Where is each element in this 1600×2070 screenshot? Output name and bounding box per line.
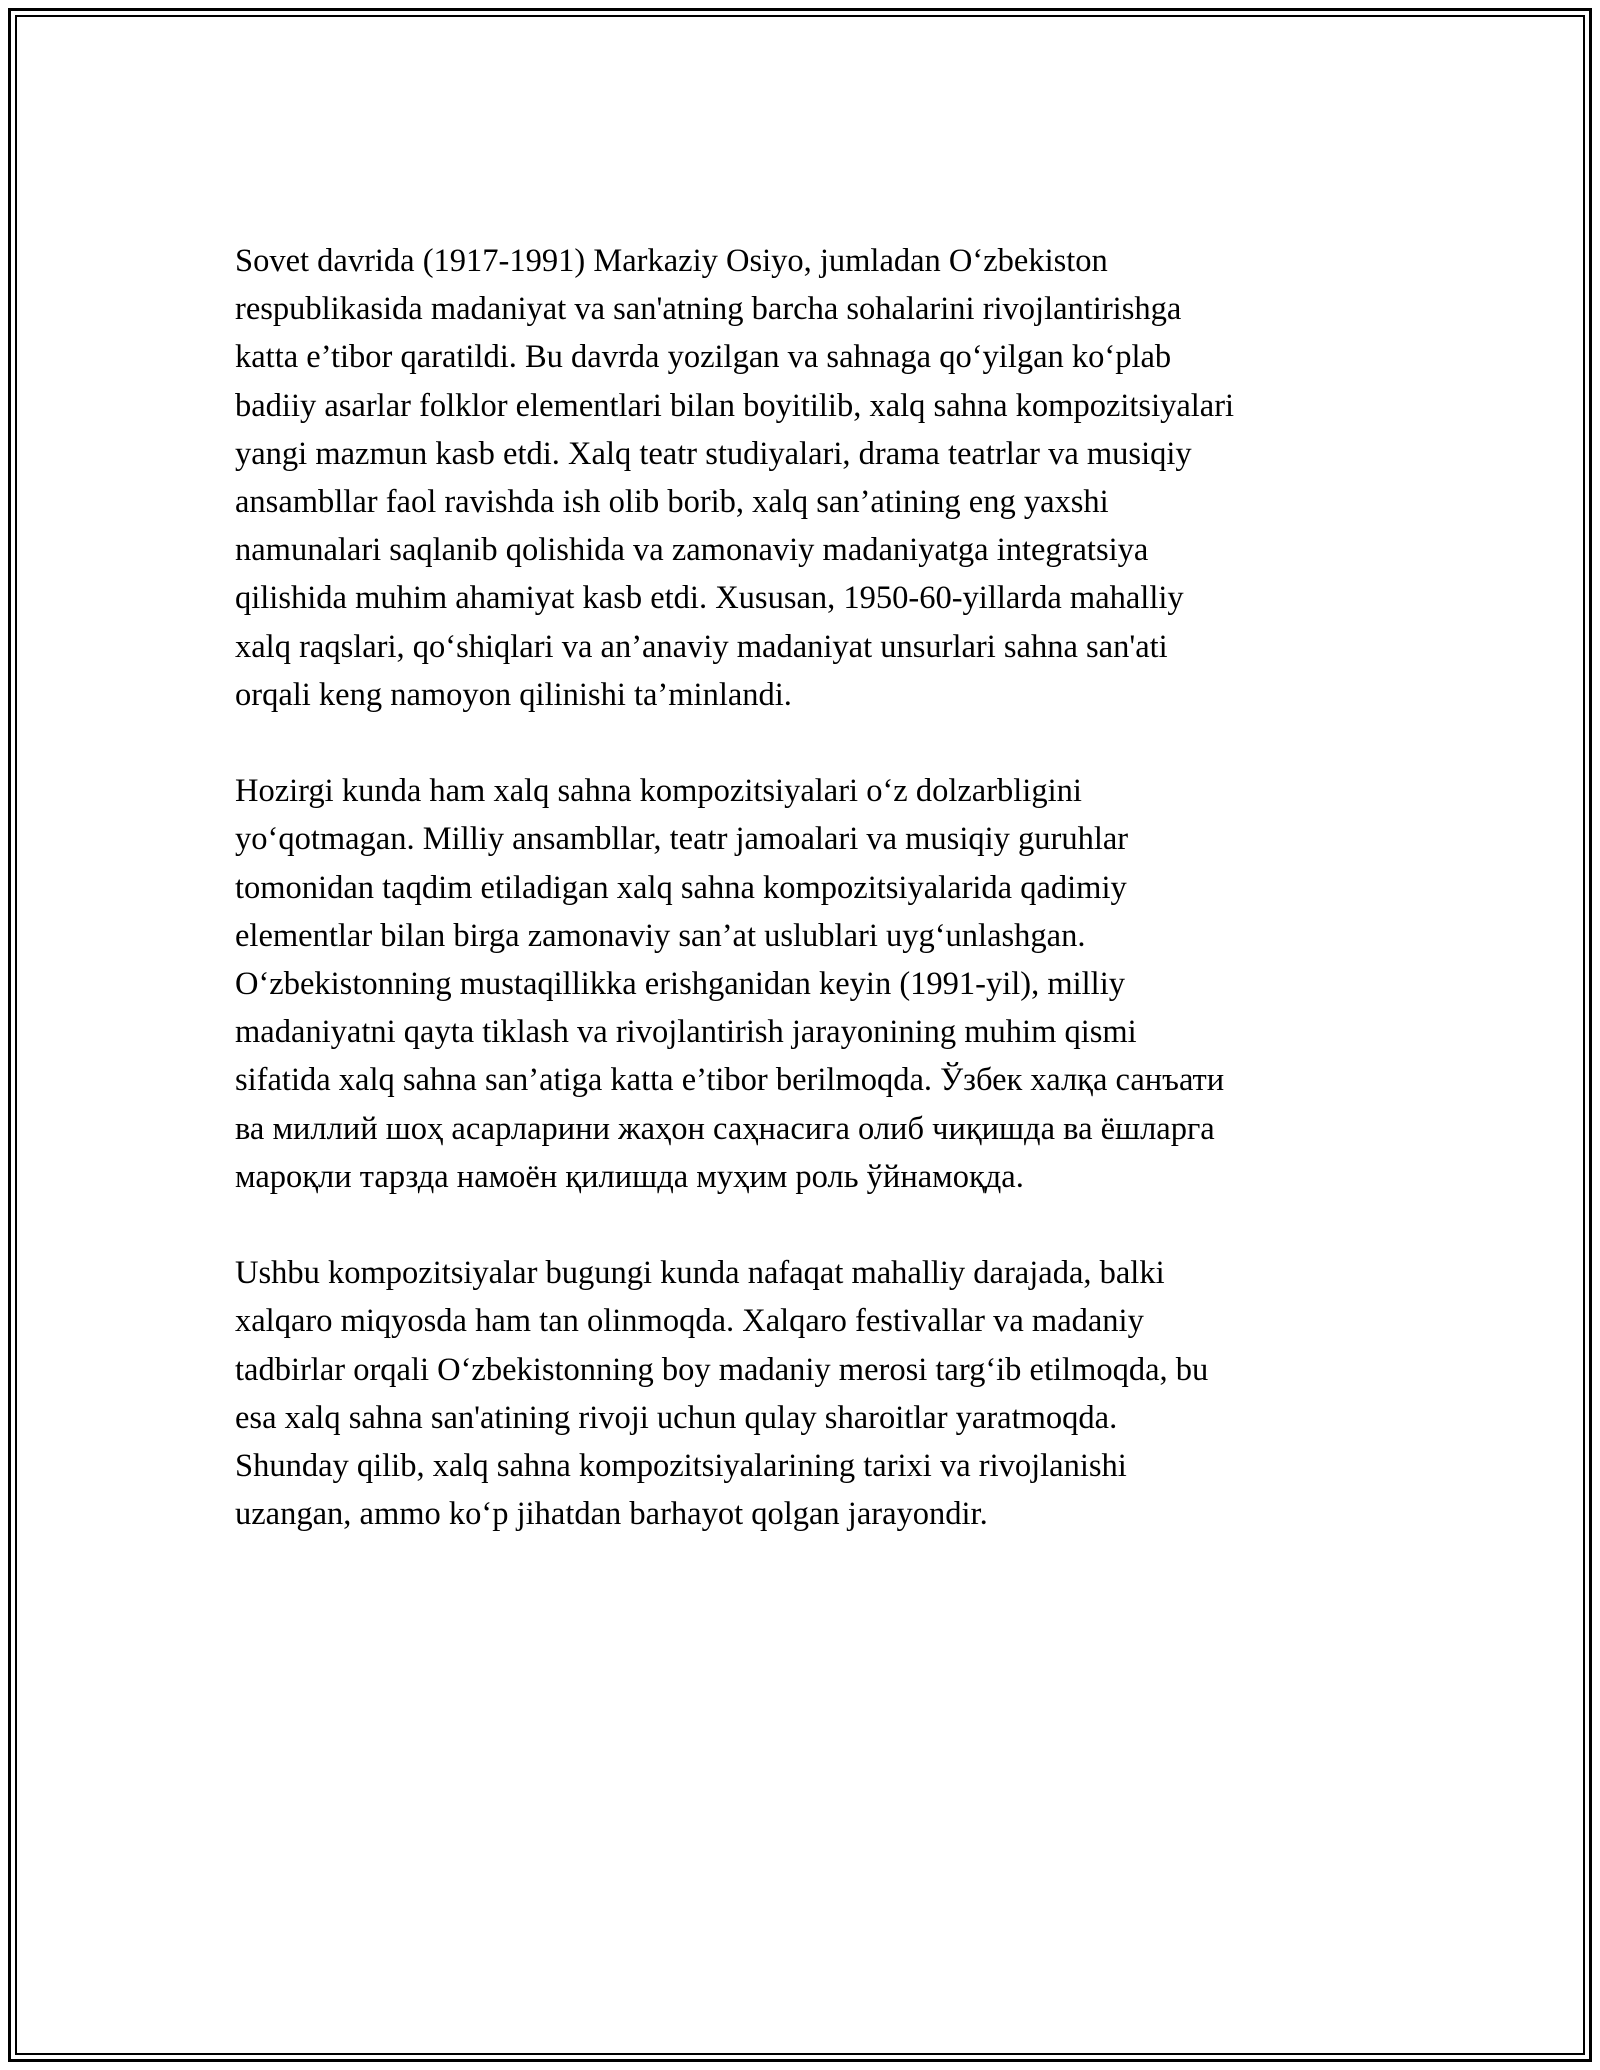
document-body (235, 237, 1385, 1587)
text-line: yo‘qotmagan. Milliy ansambllar, teatr jamoalari va musiqiy guruhlar (235, 821, 1129, 858)
text-line: namunalari saqlanib qolishida va zamonaviy madaniyatga integratsiya (235, 532, 1149, 569)
text-line: ва миллий шоҳ асарларини жаҳон саҳнасига олиб чиқишда ва ёшларга (235, 1110, 1215, 1147)
paragraph-2 (235, 767, 1385, 1201)
text-line: orqali keng namoyon qilinishi ta’minlandi. (235, 676, 792, 713)
text-line: elementlar bilan birga zamonaviy san’at uslublari uyg‘unlashgan. (235, 917, 1086, 954)
text-line: uzangan, ammo ko‘p jihatdan barhayot qolgan jarayondir. (235, 1496, 988, 1533)
text-line: ansambllar faol ravishda ish olib borib, xalq san’atining eng yaxshi (235, 484, 1109, 521)
text-line: yangi mazmun kasb etdi. Xalq teatr studiyalari, drama teatrlar va musiqiy (235, 435, 1192, 472)
text-line: respublikasida madaniyat va san'atning barcha sohalarini rivojlantirishga (235, 291, 1182, 328)
text-line: xalq raqslari, qo‘shiqlari va an’anaviy madaniyat unsurlari sahna san'ati (235, 628, 1168, 665)
text-line: tomonidan taqdim etiladigan xalq sahna kompozitsiyalarida qadimiy (235, 869, 1127, 906)
text-line: xalqaro miqyosda ham tan olinmoqda. Xalqaro festivallar va madaniy (235, 1303, 1144, 1340)
text-line: esa xalq sahna san'atining rivoji uchun qulay sharoitlar yaratmoqda. (235, 1399, 1118, 1436)
text-line: madaniyatni qayta tiklash va rivojlantirish jarayonining muhim qismi (235, 1014, 1137, 1051)
text-line: O‘zbekistonning mustaqillikka erishganidan keyin (1991-yil), milliy (235, 966, 1125, 1003)
text-line: katta e’tibor qaratildi. Bu davrda yozilgan va sahnaga qo‘yilgan ko‘plab (235, 339, 1172, 376)
text-line: Sovet davrida (1917-1991) Markaziy Osiyo, jumladan O‘zbekiston (235, 243, 1108, 279)
text-line: tadbirlar orqali O‘zbekistonning boy madaniy merosi targ‘ib etilmoqda, bu (235, 1351, 1209, 1388)
text-line: sifatida xalq sahna san’atiga katta e’tibor berilmoqda. Ўзбек халқа санъати (235, 1062, 1225, 1099)
text-line: Ushbu kompozitsiyalar bugungi kunda nafaqat mahalliy darajada, balki (235, 1255, 1165, 1292)
text-line: badiiy asarlar folklor elementlari bilan boyitilib, xalq sahna kompozitsiyalari (235, 387, 1235, 424)
text-line: Shunday qilib, xalq sahna kompozitsiyalarining tarixi va rivojlanishi (235, 1448, 1127, 1485)
text-line: мароқли тарзда намоён қилишда муҳим роль ўйнамоқда. (235, 1158, 1024, 1195)
paragraph-3 (235, 1249, 1385, 1538)
paragraph-1 (235, 237, 1385, 719)
text-line: Hozirgi kunda ham xalq sahna kompozitsiyalari o‘z dolzarbligini (235, 773, 1082, 810)
text-line: qilishida muhim ahamiyat kasb etdi. Xususan, 1950-60-yillarda mahalliy (235, 580, 1184, 617)
